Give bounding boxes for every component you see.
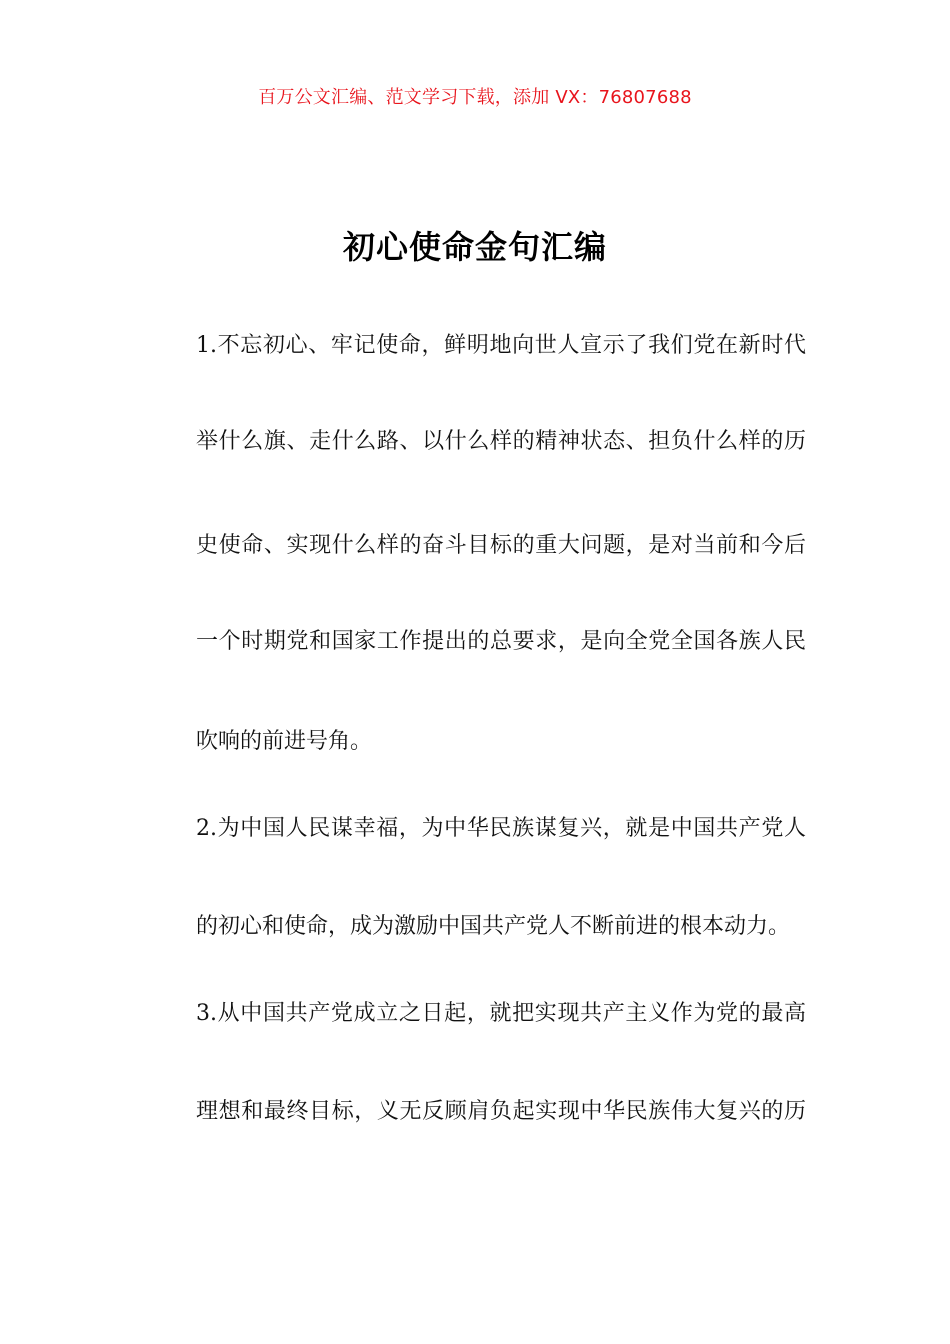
paragraph-line: 理想和最终目标，义无反顾肩负起实现中华民族伟大复兴的历 [196, 1099, 806, 1124]
paragraph-line: 一个时期党和国家工作提出的总要求，是向全党全国各族人民 [196, 629, 806, 654]
paragraph-line: 史使命、实现什么样的奋斗目标的重大问题，是对当前和今后 [196, 533, 806, 558]
paragraph-line: 吹响的前进号角。 [196, 729, 373, 754]
download-banner: 百万公文汇编、范文学习下载，添加 VX：76807688 [258, 87, 692, 108]
paragraph-line: 2.为中国人民谋幸福，为中华民族谋复兴，就是中国共产党人 [196, 816, 806, 841]
document-title: 初心使命金句汇编 [342, 228, 607, 266]
paragraph-line: 3.从中国共产党成立之日起，就把实现共产主义作为党的最高 [196, 1001, 806, 1026]
paragraph-line: 举什么旗、走什么路、以什么样的精神状态、担负什么样的历 [196, 429, 806, 454]
paragraph-line: 的初心和使命，成为激励中国共产党人不断前进的根本动力。 [196, 914, 791, 939]
paragraph-line: 1.不忘初心、牢记使命，鲜明地向世人宣示了我们党在新时代 [196, 333, 806, 358]
